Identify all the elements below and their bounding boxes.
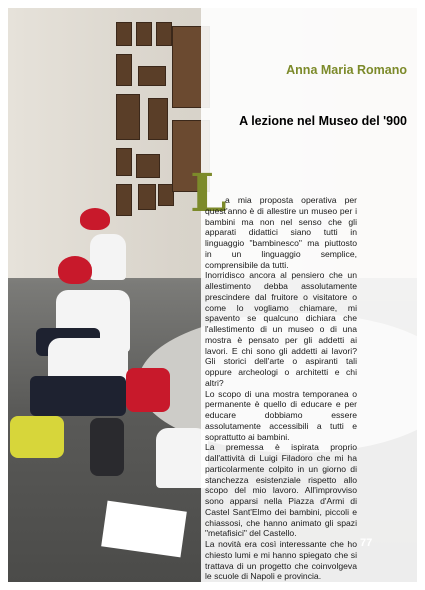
wall-artwork (138, 66, 166, 86)
wall-artwork (116, 22, 132, 46)
kid-shirt (90, 234, 126, 280)
page-number: 77 (360, 537, 373, 549)
kid-red-cap (80, 208, 110, 230)
kid-pants (30, 376, 126, 416)
article-body (205, 195, 357, 582)
wall-artwork (116, 184, 132, 216)
wall-artwork (148, 98, 168, 140)
wall-artwork (136, 154, 160, 178)
paragraph: Inorridisco ancora al pensiero che un allestimento debba assolutamente prescindere dal fruitore o visitatore o come lo vogliamo chiamare, mi spavento se qualcuno dichiara che l'allestimento di un museo o di una mostra è pensato per gli addetti ai lavori. E chi sono gli addetti ai lavori? Gli storici dell'arte o aspiranti tali oppure archeologi o architetti e chi altri? (205, 270, 357, 388)
kid-red-cap (58, 256, 92, 284)
wall-artwork (116, 54, 132, 86)
paragraph: a mia proposta operativa per quest'anno è di allestire un museo per i bambini ma non nel senso che gli apparati didattici siano tutti in linguaggio "bambinesco" ma piuttosto in un linguaggio semplice, comprensibile da tutti. (205, 195, 357, 270)
article-title: A lezione nel Museo del '900 (239, 114, 407, 128)
wall-artwork (136, 22, 152, 46)
paragraph: La novità era così interessante che ho chiesto lumi e mi hanno spiegato che si trattava di un progetto che coinvolgeva le scuole di Napoli e provincia. (205, 539, 357, 582)
backpack-yellow (10, 416, 64, 458)
wall-artwork (116, 94, 140, 140)
drawing-paper (101, 501, 187, 558)
backpack-red (126, 368, 170, 412)
backpack-dark (90, 418, 124, 476)
wall-artwork (116, 148, 132, 176)
drop-cap: L (190, 163, 227, 224)
author-name: Anna Maria Romano (286, 63, 407, 77)
paragraph: La premessa è ispirata proprio dall'attività di Luigi Filadoro che mi ha particolarmente colpito in un giorno di stanchezza esistenziale rispetto allo scopo del mio lavoro. All'improvviso sono apparsi nella Piazza d'Armi di Castel Sant'Elmo dei bambini, piccoli e chiassosi, che hanno animato gli spazi "metafisici" del Castello. (205, 442, 357, 539)
wall-artwork (156, 22, 172, 46)
paragraph: Lo scopo di una mostra temporanea o permanente è quello di educare e per educare dobbiamo essere assolutamente accessibili a tutti e soprattutto ai bambini. (205, 388, 357, 442)
wall-artwork (138, 184, 156, 210)
